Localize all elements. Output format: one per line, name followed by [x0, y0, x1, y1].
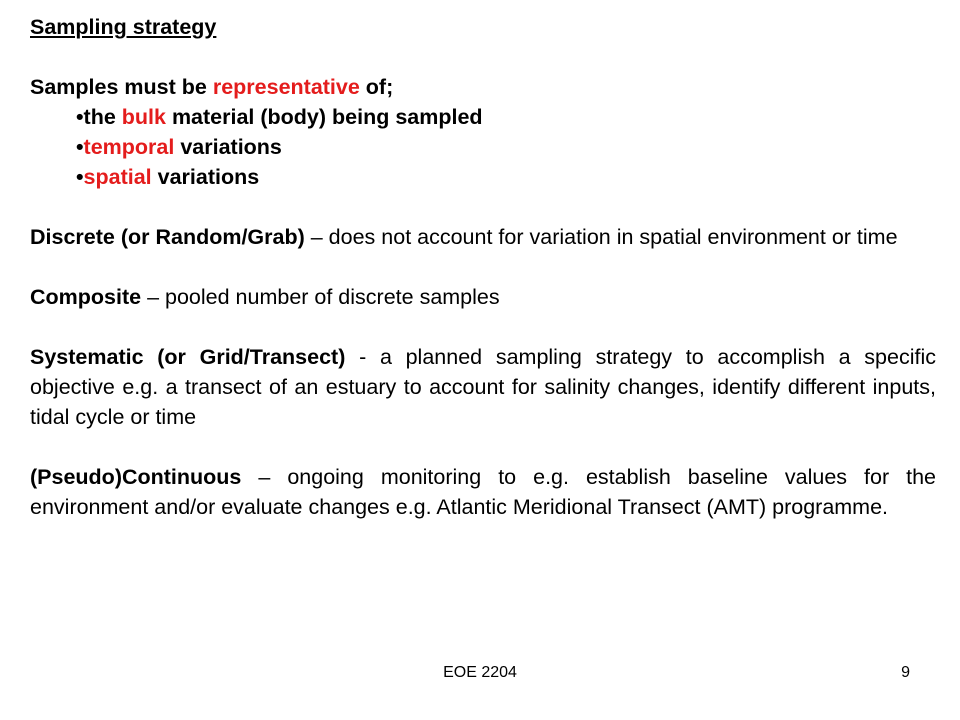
page-number: 9: [901, 664, 910, 681]
definition-text: – pooled number of discrete samples: [141, 285, 500, 309]
list-item-text: variations: [151, 165, 260, 189]
list-item-highlight: bulk: [121, 105, 166, 129]
definition-term: Systematic (or Grid/Transect): [30, 345, 346, 369]
definition-term: Composite: [30, 285, 142, 309]
list-item: [76, 162, 936, 192]
slide-content: [30, 12, 936, 522]
intro-highlight: representative: [212, 75, 360, 99]
intro-prefix: Samples must be: [30, 75, 213, 99]
definition-continuous: [30, 462, 936, 522]
definition-term: (Pseudo)Continuous: [30, 465, 242, 489]
definition-text: – does not account for variation in spatial environment or time: [304, 225, 898, 249]
bullet-marker: •: [76, 105, 84, 129]
slide-title: Sampling strategy: [30, 15, 217, 39]
definition-text: - a planned sampling strategy to accomplish a specific objective e.g. a transect of an estuary to account for salinity changes, identify different inputs, tidal cycle or time: [30, 345, 936, 429]
list-item-highlight: temporal: [83, 135, 175, 159]
list-item-highlight: spatial: [83, 165, 152, 189]
definition-text: – ongoing monitoring to e.g. establish baseline values for the environment and/or evaluate changes e.g. Atlantic Meridional Transect (AMT) programme.: [30, 465, 936, 519]
intro-suffix: of;: [359, 75, 394, 99]
spacer: [30, 312, 936, 342]
list-item-text: the: [83, 105, 122, 129]
spacer: [30, 42, 936, 72]
intro-line: [30, 72, 936, 102]
spacer: [30, 252, 936, 282]
criteria-list: [30, 102, 936, 192]
list-item: [76, 102, 936, 132]
definition-discrete: [30, 222, 936, 252]
list-item: [76, 132, 936, 162]
spacer: [30, 192, 936, 222]
definition-composite: [30, 282, 936, 312]
definition-term: Discrete (or Random/Grab): [30, 225, 305, 249]
definition-systematic: [30, 342, 936, 432]
list-item-text: material (body) being sampled: [165, 105, 483, 129]
list-item-text: variations: [174, 135, 282, 159]
bullet-marker: •: [76, 165, 84, 189]
bullet-marker: •: [76, 135, 84, 159]
spacer: [30, 432, 936, 462]
footer-course-code: EOE 2204: [443, 664, 517, 681]
